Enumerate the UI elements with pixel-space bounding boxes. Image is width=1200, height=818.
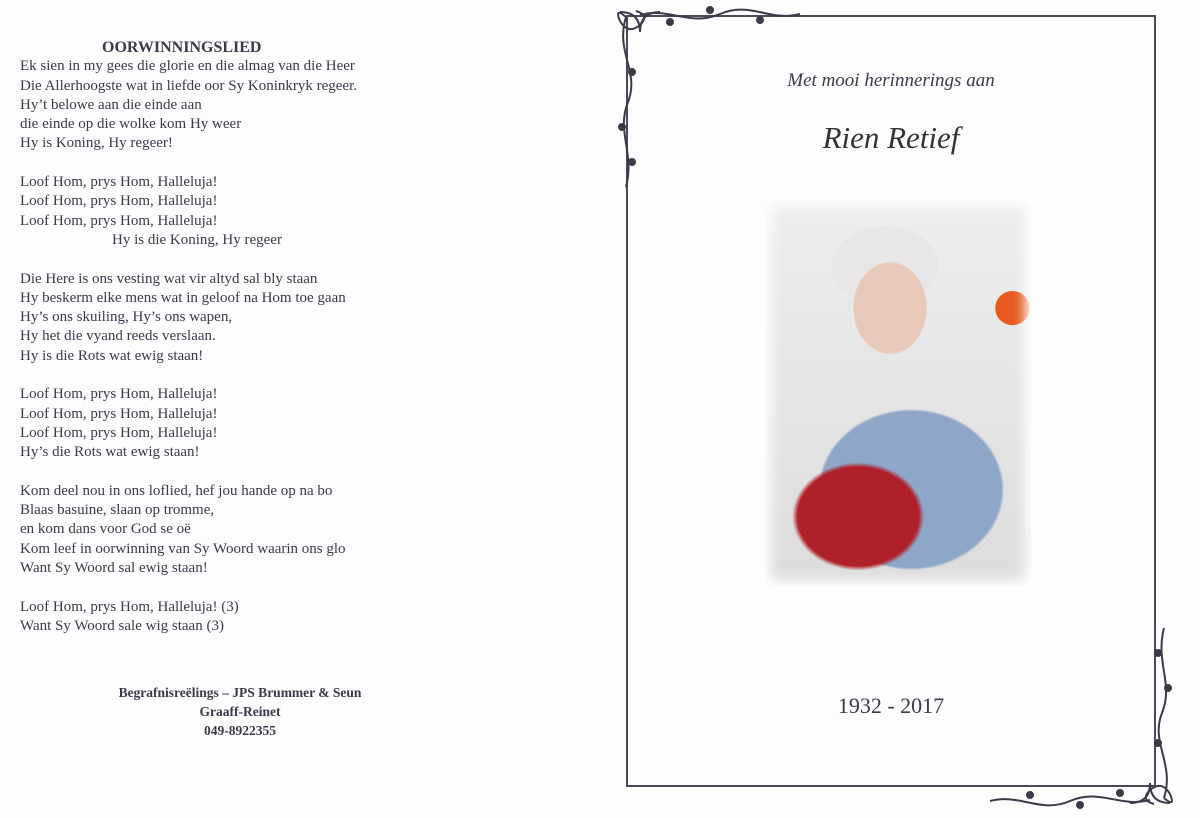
deceased-name: Rien Retief (822, 120, 960, 155)
stanza (20, 598, 420, 637)
cover-subtitle: Met mooi herinnerings aan (787, 70, 995, 91)
lyric-line: Hy het die vyand reeds verslaan. (20, 328, 216, 345)
life-years: 1932 - 2017 (837, 693, 945, 718)
stanza (20, 270, 420, 366)
lyric-line: Hy beskerm elke mens wat in geloof na Hom toe gaan (20, 289, 346, 306)
lyric-line: Kom leef in oorwinning van Sy Woord waarin ons glo (20, 540, 346, 557)
stanza (20, 482, 420, 578)
funeral-town: Graaff-Reinet (199, 704, 281, 719)
lyric-line: Hy’s die Rots wat ewig staan! (20, 444, 200, 461)
lyric-line: Hy is die Rots wat ewig staan! (20, 347, 204, 364)
lyric-line: Loof Hom, prys Hom, Halleluja! (3) (20, 598, 239, 615)
song-column (20, 38, 420, 656)
lyric-line: Hy is die Koning, Hy regeer (112, 231, 282, 248)
funeral-phone: 049-8922355 (204, 723, 276, 738)
lyric-line: Blaas basuine, slaan op tromme, (20, 502, 215, 519)
song-lyrics (20, 57, 420, 636)
portrait-photo (765, 200, 1031, 586)
lyric-line: Loof Hom, prys Hom, Halleluja! (20, 386, 218, 403)
lyric-line: Hy’t belowe aan die einde aan (20, 96, 202, 113)
lyric-line: Loof Hom, prys Hom, Halleluja! (20, 424, 218, 441)
lyric-line: Loof Hom, prys Hom, Halleluja! (20, 405, 218, 422)
lyric-line: Die Here is ons vesting wat vir altyd sal bly staan (20, 270, 318, 287)
stanza (20, 385, 420, 462)
lyric-line: Want Sy Woord sale wig staan (3) (20, 617, 224, 634)
funeral-director-info (100, 683, 380, 740)
stanza (20, 173, 420, 250)
lyric-line: Ek sien in my gees die glorie en die almag van die Heer (20, 58, 355, 75)
corner-ornament-top-left-icon (610, 2, 810, 192)
lyric-line: Die Allerhoogste wat in liefde oor Sy Koninkryk regeer. (20, 77, 358, 94)
lyric-line: en kom dans voor God se oë (20, 521, 191, 538)
corner-ornament-bottom-right-icon (980, 628, 1180, 813)
lyric-line: Hy’s ons skuiling, Hy’s ons wapen, (20, 309, 233, 326)
lyric-line: Hy is Koning, Hy regeer! (20, 135, 173, 152)
lyric-line: die einde op die wolke kom Hy weer (20, 116, 242, 133)
lyric-line: Kom deel nou in ons loflied, hef jou hande op na bo (20, 482, 333, 499)
lyric-line: Loof Hom, prys Hom, Halleluja! (20, 212, 218, 229)
funeral-director: Begrafnisreëlings – JPS Brummer & Seun (118, 685, 362, 700)
lyric-line: Want Sy Woord sal ewig staan! (20, 560, 208, 577)
stanza (20, 57, 420, 153)
lyric-line: Loof Hom, prys Hom, Halleluja! (20, 193, 218, 210)
song-title: OORWINNINGSLIED (102, 39, 262, 56)
lyric-line: Loof Hom, prys Hom, Halleluja! (20, 174, 218, 191)
